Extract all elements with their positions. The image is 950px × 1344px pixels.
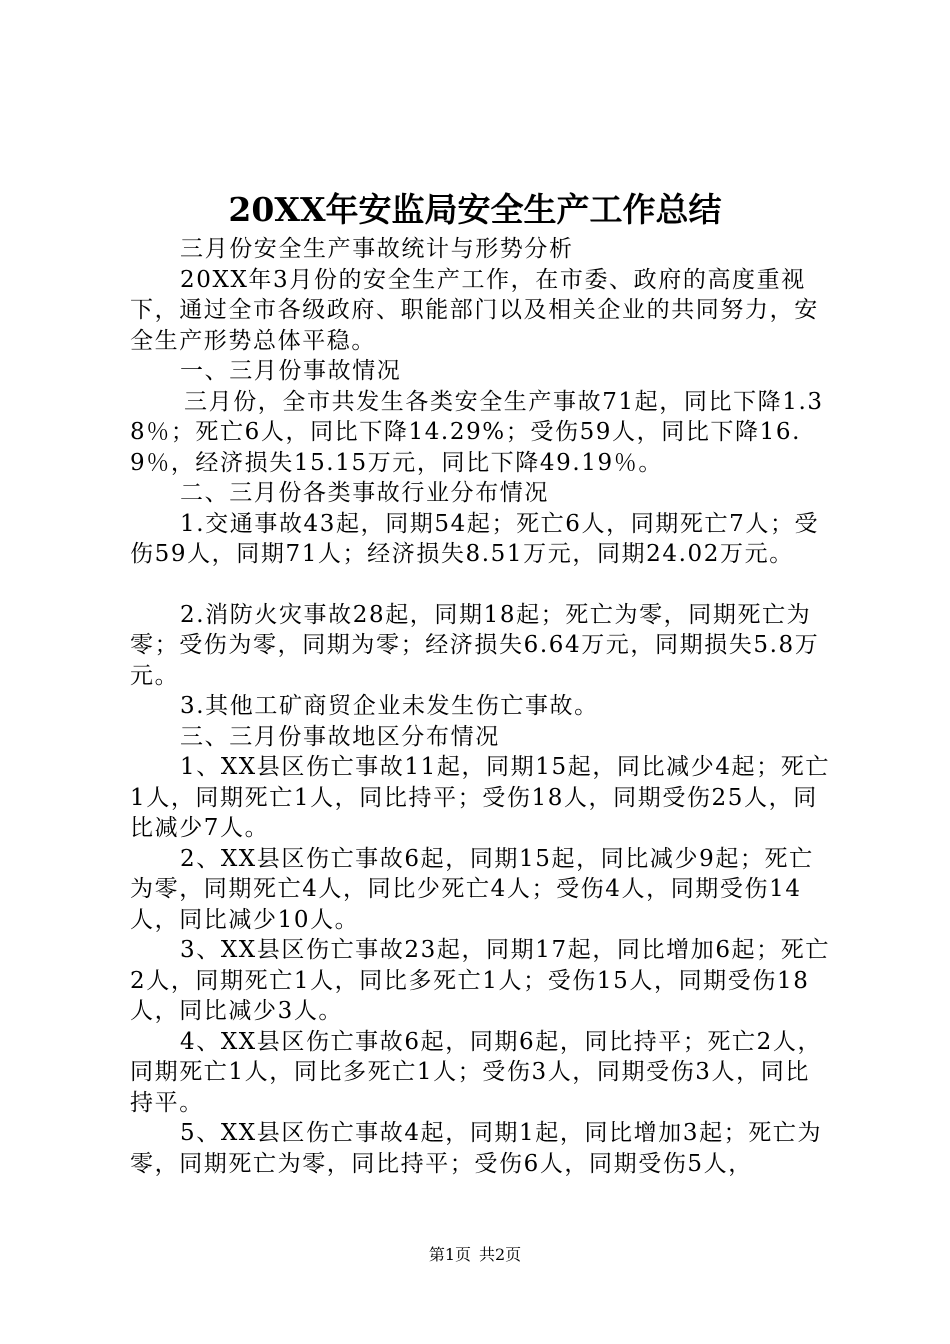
paragraph: 2、XX县区伤亡事故6起，同期15起，同比减少9起；死亡为零，同期死亡4人，同比少死亡4人；受伤4人，同期受伤14人，同比减少10人。	[130, 845, 814, 933]
paragraph: 3、XX县区伤亡事故23起，同期17起，同比增加6起；死亡2人，同期死亡1人，同比多死亡1人；受伤15人，同期受伤18人，同比减少3人。	[130, 937, 830, 1024]
paragraph: 1.交通事故43起，同期54起；死亡6人，同期死亡7人；受伤59人，同期71人；经济损失8.51万元，同期24.02万元。	[130, 510, 820, 567]
blank-line	[130, 570, 830, 600]
paragraph: 20XX年3月份的安全生产工作，在市委、政府的高度重视下，通过全市各级政府、职能部门以及相关企业的共同努力，安全生产形势总体平稳。	[130, 266, 819, 354]
section-heading: 一、三月份事故情况	[180, 358, 402, 384]
section-heading: 三、三月份事故地区分布情况	[180, 723, 500, 750]
section-heading: 三月份安全生产事故统计与形势分析	[180, 236, 574, 262]
page-total: 共2页	[479, 1245, 522, 1264]
section-heading: 二、三月份各类事故行业分布情况	[180, 480, 549, 506]
page-number: 第1页	[428, 1245, 471, 1264]
paragraph: 5、XX县区伤亡事故4起，同期1起，同比增加3起；死亡为零，同期死亡为零，同比持平；受伤6人，同期受伤5人，	[130, 1120, 823, 1177]
paragraph: 1、XX县区伤亡事故11起，同期15起，同比减少4起；死亡1人，同期死亡1人，同比持平；受伤18人，同期受伤25人，同比减少7人。	[130, 754, 830, 841]
page-footer	[0, 1243, 950, 1267]
paragraph: 2.消防火灾事故28起，同期18起；死亡为零，同期死亡为零；受伤为零，同期为零；经济损失6.64万元，同期损失5.8万元。	[130, 601, 820, 689]
document-title: 20XX年安监局安全生产工作总结	[228, 190, 722, 229]
document-body	[130, 234, 830, 1179]
paragraph: 三月份，全市共发生各类安全生产事故71起，同比下降1.38％；死亡6人，同比下降14.29%；受伤59人，同比下降16.9％，经济损失15.15万元，同比下降49.19％。	[130, 388, 824, 476]
paragraph: 4、XX县区伤亡事故6起，同期6起，同比持平；死亡2人，同期死亡1人，同比多死亡1人；受伤3人，同期受伤3人，同比持平。	[130, 1028, 823, 1116]
paragraph: 3.其他工矿商贸企业未发生伤亡事故。	[180, 693, 599, 719]
